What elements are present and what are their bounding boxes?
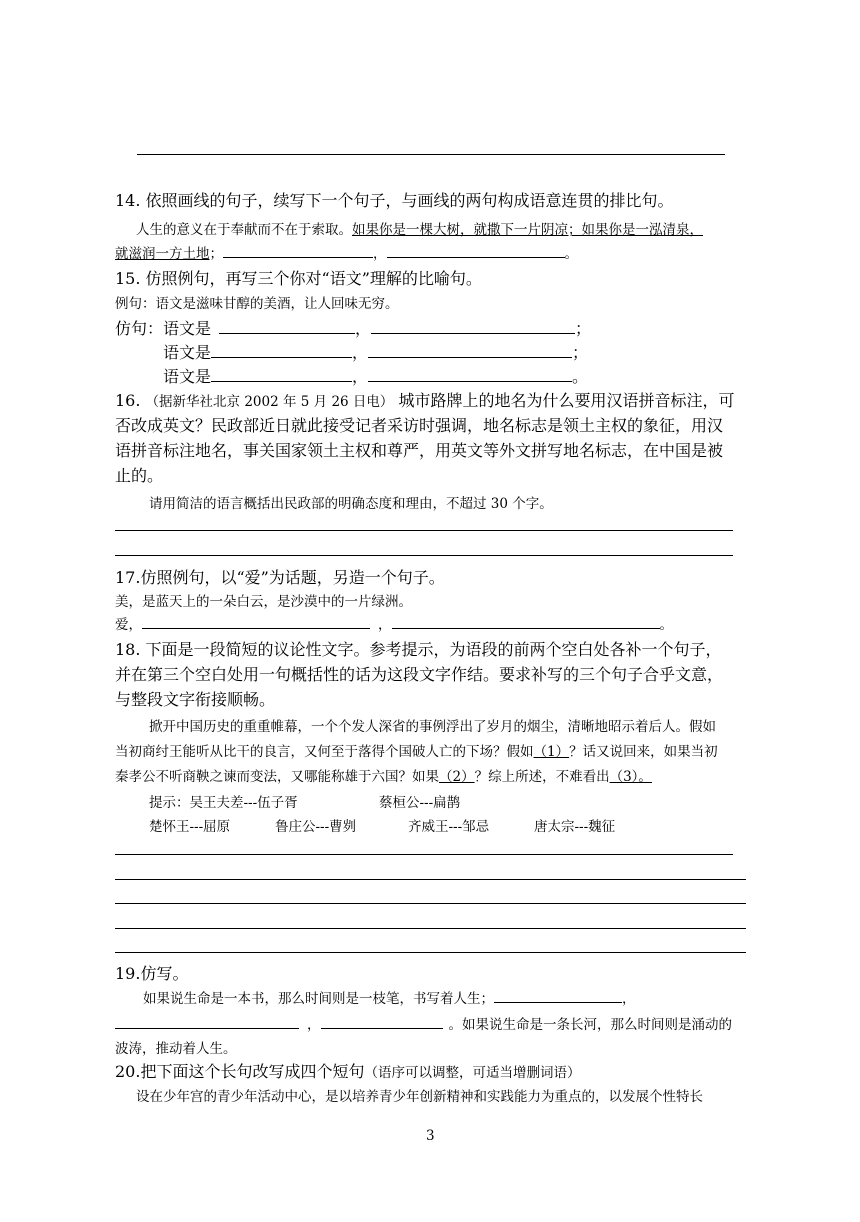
- q18-answer-line-5[interactable]: [115, 952, 746, 953]
- q19-comma-2: ，: [307, 1017, 321, 1033]
- q19-blank-2[interactable]: [115, 1014, 299, 1029]
- q16-line3: 语拼音标注地名，事关国家领土主权和尊严，用英文等外文拼写地名标志，在中国是被: [115, 441, 724, 460]
- q16-line1: [115, 388, 735, 411]
- q19-comma-1: ，: [622, 991, 636, 1007]
- q20-text: 设在少年宫的青少年活动中心，是以培养青少年创新精神和实践能力为重点的，以发展个性特长: [136, 1089, 703, 1105]
- q16-answer-line-2[interactable]: [115, 555, 733, 556]
- q17-example: 美，是蓝天上的一朵白云，是沙漠中的一片绿洲。: [115, 594, 412, 610]
- q19-line3: 波涛，推动着人生。: [115, 1041, 237, 1057]
- q14-comma: ，: [373, 246, 387, 262]
- q18-p2b: ？话又说回来，如果当初: [569, 744, 718, 760]
- q18-hint-label: 提示：: [149, 795, 190, 811]
- q15-blank-1a[interactable]: [219, 319, 355, 334]
- q14-title: 14. 依照画线的句子，续写下一个句子，与画线的两句构成语意连贯的排比句。: [115, 191, 674, 210]
- q18-para-l2: [115, 740, 718, 760]
- q16-line1-rest: 城市路牌上的地名为什么要用汉语拼音标注，可: [398, 391, 735, 410]
- q16-answer-line-1[interactable]: [115, 530, 733, 531]
- q19-title: 19.仿写。: [115, 964, 189, 983]
- q18-hint: 鲁庄公---曹刿: [275, 819, 357, 835]
- q17-blank-1[interactable]: [142, 614, 370, 629]
- q14-line2: [115, 242, 578, 262]
- q15-blank-3a[interactable]: [211, 367, 352, 382]
- q15-period-3: 。: [572, 367, 589, 386]
- q18-answer-line-3[interactable]: [115, 903, 746, 904]
- q17-title: 17.仿照例句，以“爱”为话题，另造一个句子。: [115, 568, 445, 587]
- q19-blank-1[interactable]: [494, 988, 622, 1003]
- q18-title-l1: 18. 下面是一段简短的议论性文字。参考提示，为语段的前两个空白处各补一个句子，: [115, 640, 722, 659]
- q15-comma-3: ，: [352, 367, 369, 386]
- q20-title-note: （语序可以调整，可适当增删词语）: [364, 1065, 581, 1081]
- q15-stem-3: 语文是: [163, 367, 212, 386]
- q19-line1: [143, 987, 636, 1007]
- q16-source: （据新华社北京 2002 年 5 月 26 日电）: [145, 394, 394, 410]
- q14-line1-underlined: 如果你是一棵大树，就撒下一片阴凉；如果你是一泓清泉，: [352, 222, 703, 238]
- q15-blank-1b[interactable]: [371, 319, 575, 334]
- q15-example-text: 语文是滋味甘醇的美酒，让人回味无穷。: [155, 296, 399, 312]
- q15-imitate-2: [163, 340, 588, 363]
- q15-imitate-label: 仿句：: [115, 319, 164, 338]
- q15-blank-2a[interactable]: [211, 343, 352, 358]
- q19-blank-3[interactable]: [321, 1014, 443, 1029]
- q18-hints-row-1: [149, 791, 298, 811]
- answer-line-top: [137, 154, 725, 155]
- q15-imitate-3: [163, 364, 588, 387]
- q18-hint: 吴王夫差---伍子胥: [189, 795, 298, 811]
- q16-instruction: 请用简洁的语言概括出民政部的明确态度和理由，不超过 30 个字。: [149, 496, 553, 512]
- q15-semicolon-1: ；: [575, 319, 592, 338]
- page-number: 3: [426, 1128, 435, 1144]
- q18-title-l3: 与整段文字衔接顺畅。: [115, 690, 276, 709]
- q19-line2-rest: 。如果说生命是一条长河，那么时间则是涌动的: [448, 1017, 732, 1033]
- q18-p3a: 秦孝公不听商鞅之谏而变法，又哪能称雄于六国？如果: [115, 769, 439, 785]
- q18-para-l3: [115, 765, 652, 785]
- q18-blank-3[interactable]: （3）。: [609, 769, 652, 785]
- q18-answer-line-2[interactable]: [115, 879, 746, 880]
- q15-comma-1: ，: [355, 319, 372, 338]
- q20-title-text: 20.把下面这个长句改写成四个短句: [115, 1062, 365, 1081]
- q14-blank-1[interactable]: [223, 243, 373, 258]
- q16-line4: 止的。: [115, 466, 164, 485]
- q15-example: [115, 292, 399, 312]
- q20-title: [115, 1059, 580, 1082]
- q17-period: 。: [659, 617, 673, 633]
- q18-hint: 蔡桓公---扁鹊: [379, 795, 461, 811]
- q18-title-l2: 并在第三个空白处用一句概括性的话为这段文字作结。要求补写的三个句子合乎文意，: [115, 665, 724, 684]
- q16-line2: 否改成英文？民政部近日就此接受记者采访时强调，地名标志是领土主权的象征，用汉: [115, 416, 724, 435]
- q15-example-label: 例句：: [115, 296, 156, 312]
- q17-comma: ，: [378, 617, 392, 633]
- q17-answer-row: [115, 613, 673, 633]
- q18-answer-line-4[interactable]: [115, 928, 746, 929]
- q18-hint: 楚怀王---屈原: [149, 819, 231, 835]
- q19-line1-text: 如果说生命是一本书，那么时间则是一枝笔，书写着人生；: [143, 991, 494, 1007]
- q15-imitate-1: [115, 316, 591, 339]
- q17-stem: 爱，: [115, 617, 142, 633]
- q15-blank-2b[interactable]: [368, 343, 572, 358]
- q16-num: 16.: [115, 391, 141, 410]
- q15-title: 15. 仿照例句，再写三个你对“语文”理解的比喻句。: [115, 269, 482, 288]
- q18-para-l1: 掀开中国历史的重重帷幕，一个个发人深省的事例浮出了岁月的烟尘，清晰地昭示着后人。假如: [149, 719, 716, 735]
- q15-semicolon-2: ；: [572, 343, 589, 362]
- q18-p3b: ？综上所述，不难看出: [474, 769, 610, 785]
- q15-blank-3b[interactable]: [368, 367, 572, 382]
- q18-blank-1[interactable]: （1）: [533, 744, 570, 760]
- q18-answer-line-1[interactable]: [115, 854, 733, 855]
- q15-stem-1: 语文是: [163, 319, 212, 338]
- q18-p2a: 当初商纣王能听从比干的良言，又何至于落得个国破人亡的下场？假如: [115, 744, 534, 760]
- q14-blank-2[interactable]: [387, 243, 565, 258]
- q18-hint: 齐威王---邹忌: [408, 819, 490, 835]
- q14-line1-plain: 人生的意义在于奉献而不在于索取。: [136, 222, 352, 238]
- q15-stem-2: 语文是: [163, 343, 212, 362]
- q15-comma-2: ，: [352, 343, 369, 362]
- q17-blank-2[interactable]: [392, 614, 660, 629]
- q14-line1: [136, 218, 703, 238]
- q19-line2: [115, 1013, 732, 1033]
- q14-period: 。: [564, 246, 578, 262]
- q18-blank-2[interactable]: （2）: [439, 769, 475, 785]
- q18-hint: 唐太宗---魏征: [534, 819, 616, 835]
- q14-line2-underlined: 就滋润一方土地: [115, 246, 210, 262]
- q14-semicolon: ；: [209, 246, 223, 262]
